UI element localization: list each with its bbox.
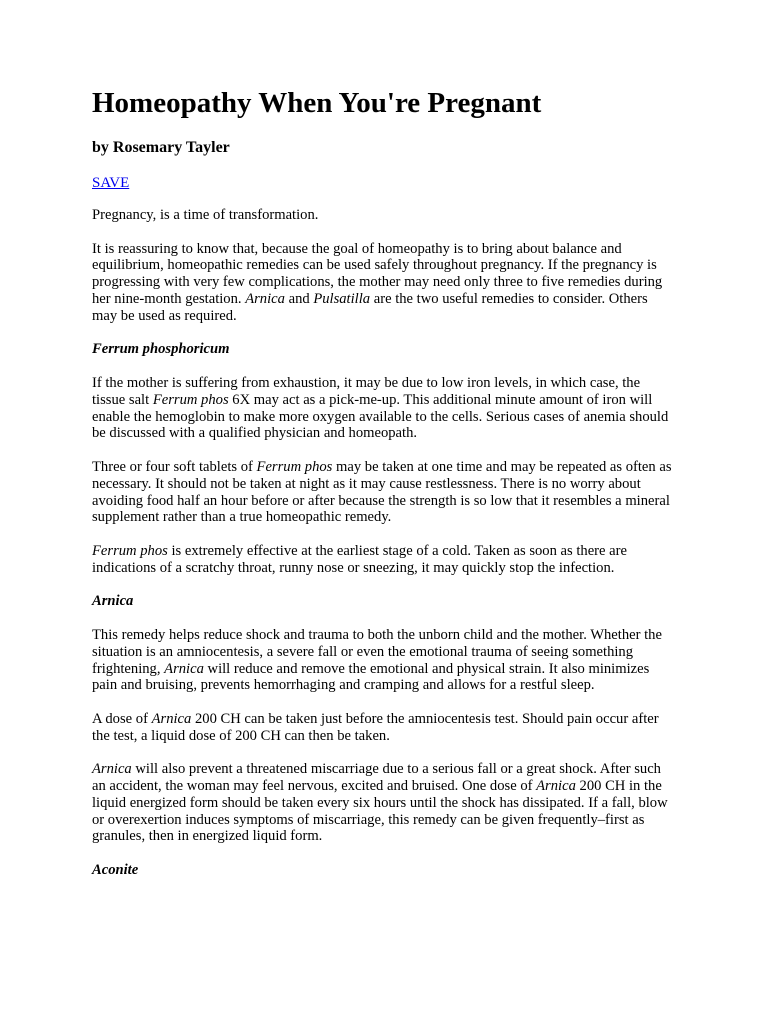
text-segment: will also prevent a threatened miscarriage due to a serious fall or a great shock. After such an accident, the woman may feel nervous, excited and bruised. One dose of	[92, 761, 661, 795]
section-heading-aconite: Aconite	[92, 862, 139, 879]
text-segment: 200 CH in the liquid energized form should be taken every six hours until the shock has dissipated. If a fall, blow or overexertion induces symptoms of miscarriage, this remedy can be given frequently–first as granules, then in energized liquid form.	[92, 778, 668, 845]
intro-paragraph: Pregnancy, is a time of transformation.	[92, 207, 319, 223]
remedy-name: Arnica	[536, 778, 576, 795]
section-heading-arnica: Arnica	[92, 593, 134, 610]
save-link[interactable]: SAVE	[92, 175, 130, 191]
paragraph-exhaustion	[92, 375, 676, 442]
paragraph-balance	[92, 241, 676, 325]
article-title: Homeopathy When You're Pregnant	[92, 87, 542, 119]
remedy-name: Arnica	[92, 761, 132, 778]
paragraph-miscarriage	[92, 761, 676, 845]
remedy-name: Ferrum phos	[256, 458, 333, 475]
text-segment: 6X may act as a pick-me-up. This additional minute amount of iron will enable the hemoglobin to make more oxygen available to the cells. Serious cases of anemia should be discussed with a qualified physician and homeopath.	[92, 391, 669, 442]
text-segment: If the mother is suffering from exhaustion, it may be due to low iron levels, in which case, the tissue salt	[92, 374, 641, 408]
text-segment: This remedy helps reduce shock and trauma to both the unborn child and the mother. Whether the situation is an amniocentesis, a severe fall or even the emotional trauma of seeing something frightening,	[92, 626, 662, 677]
text-segment: Three or four soft tablets of	[92, 458, 257, 475]
text-segment: will reduce and remove the emotional and physical strain. It also minimizes pain and bruising, prevents hemorrhaging and cramping and allows for a restful sleep.	[92, 660, 650, 694]
text-segment: A dose of	[92, 710, 152, 727]
remedy-name: Ferrum phos	[152, 391, 229, 408]
remedy-name: Arnica	[245, 290, 285, 307]
remedy-name: Ferrum phos	[92, 542, 168, 559]
paragraph-tablets	[92, 459, 676, 526]
paragraph-dose	[92, 711, 676, 745]
byline: by Rosemary Tayler	[92, 139, 230, 156]
paragraph-shock	[92, 627, 676, 694]
section-heading-ferrum: Ferrum phosphoricum	[92, 341, 230, 358]
text-segment: are the two useful remedies to consider. Others may be used as required.	[92, 290, 648, 324]
text-segment: and	[284, 290, 314, 307]
remedy-name: Arnica	[151, 710, 192, 727]
remedy-name: Arnica	[164, 660, 204, 677]
text-segment: It is reassuring to know that, because the goal of homeopathy is to bring about balance and equilibrium, homeopathic remedies can be used safely throughout pregnancy. If the pregnancy is progressing with very few complications, the mother may need only three to five remedies during her nine-month gestation.	[92, 240, 663, 307]
text-segment: 200 CH can be taken just before the amniocentesis test. Should pain occur after the test, a liquid dose of 200 CH can then be taken.	[92, 710, 659, 744]
text-segment: is extremely effective at the earliest stage of a cold. Taken as soon as there are indications of a scratchy throat, runny nose or sneezing, it may quickly stop the infection.	[92, 542, 627, 576]
paragraph-cold	[92, 543, 676, 577]
text-segment: may be taken at one time and may be repeated as often as necessary. It should not be taken at night as it may cause restlessness. There is no worry about avoiding food half an hour before or after because the strength is so low that it resembles a mineral supplement rather than a true homeopathic remedy.	[92, 458, 672, 526]
remedy-name: Pulsatilla	[313, 290, 371, 307]
